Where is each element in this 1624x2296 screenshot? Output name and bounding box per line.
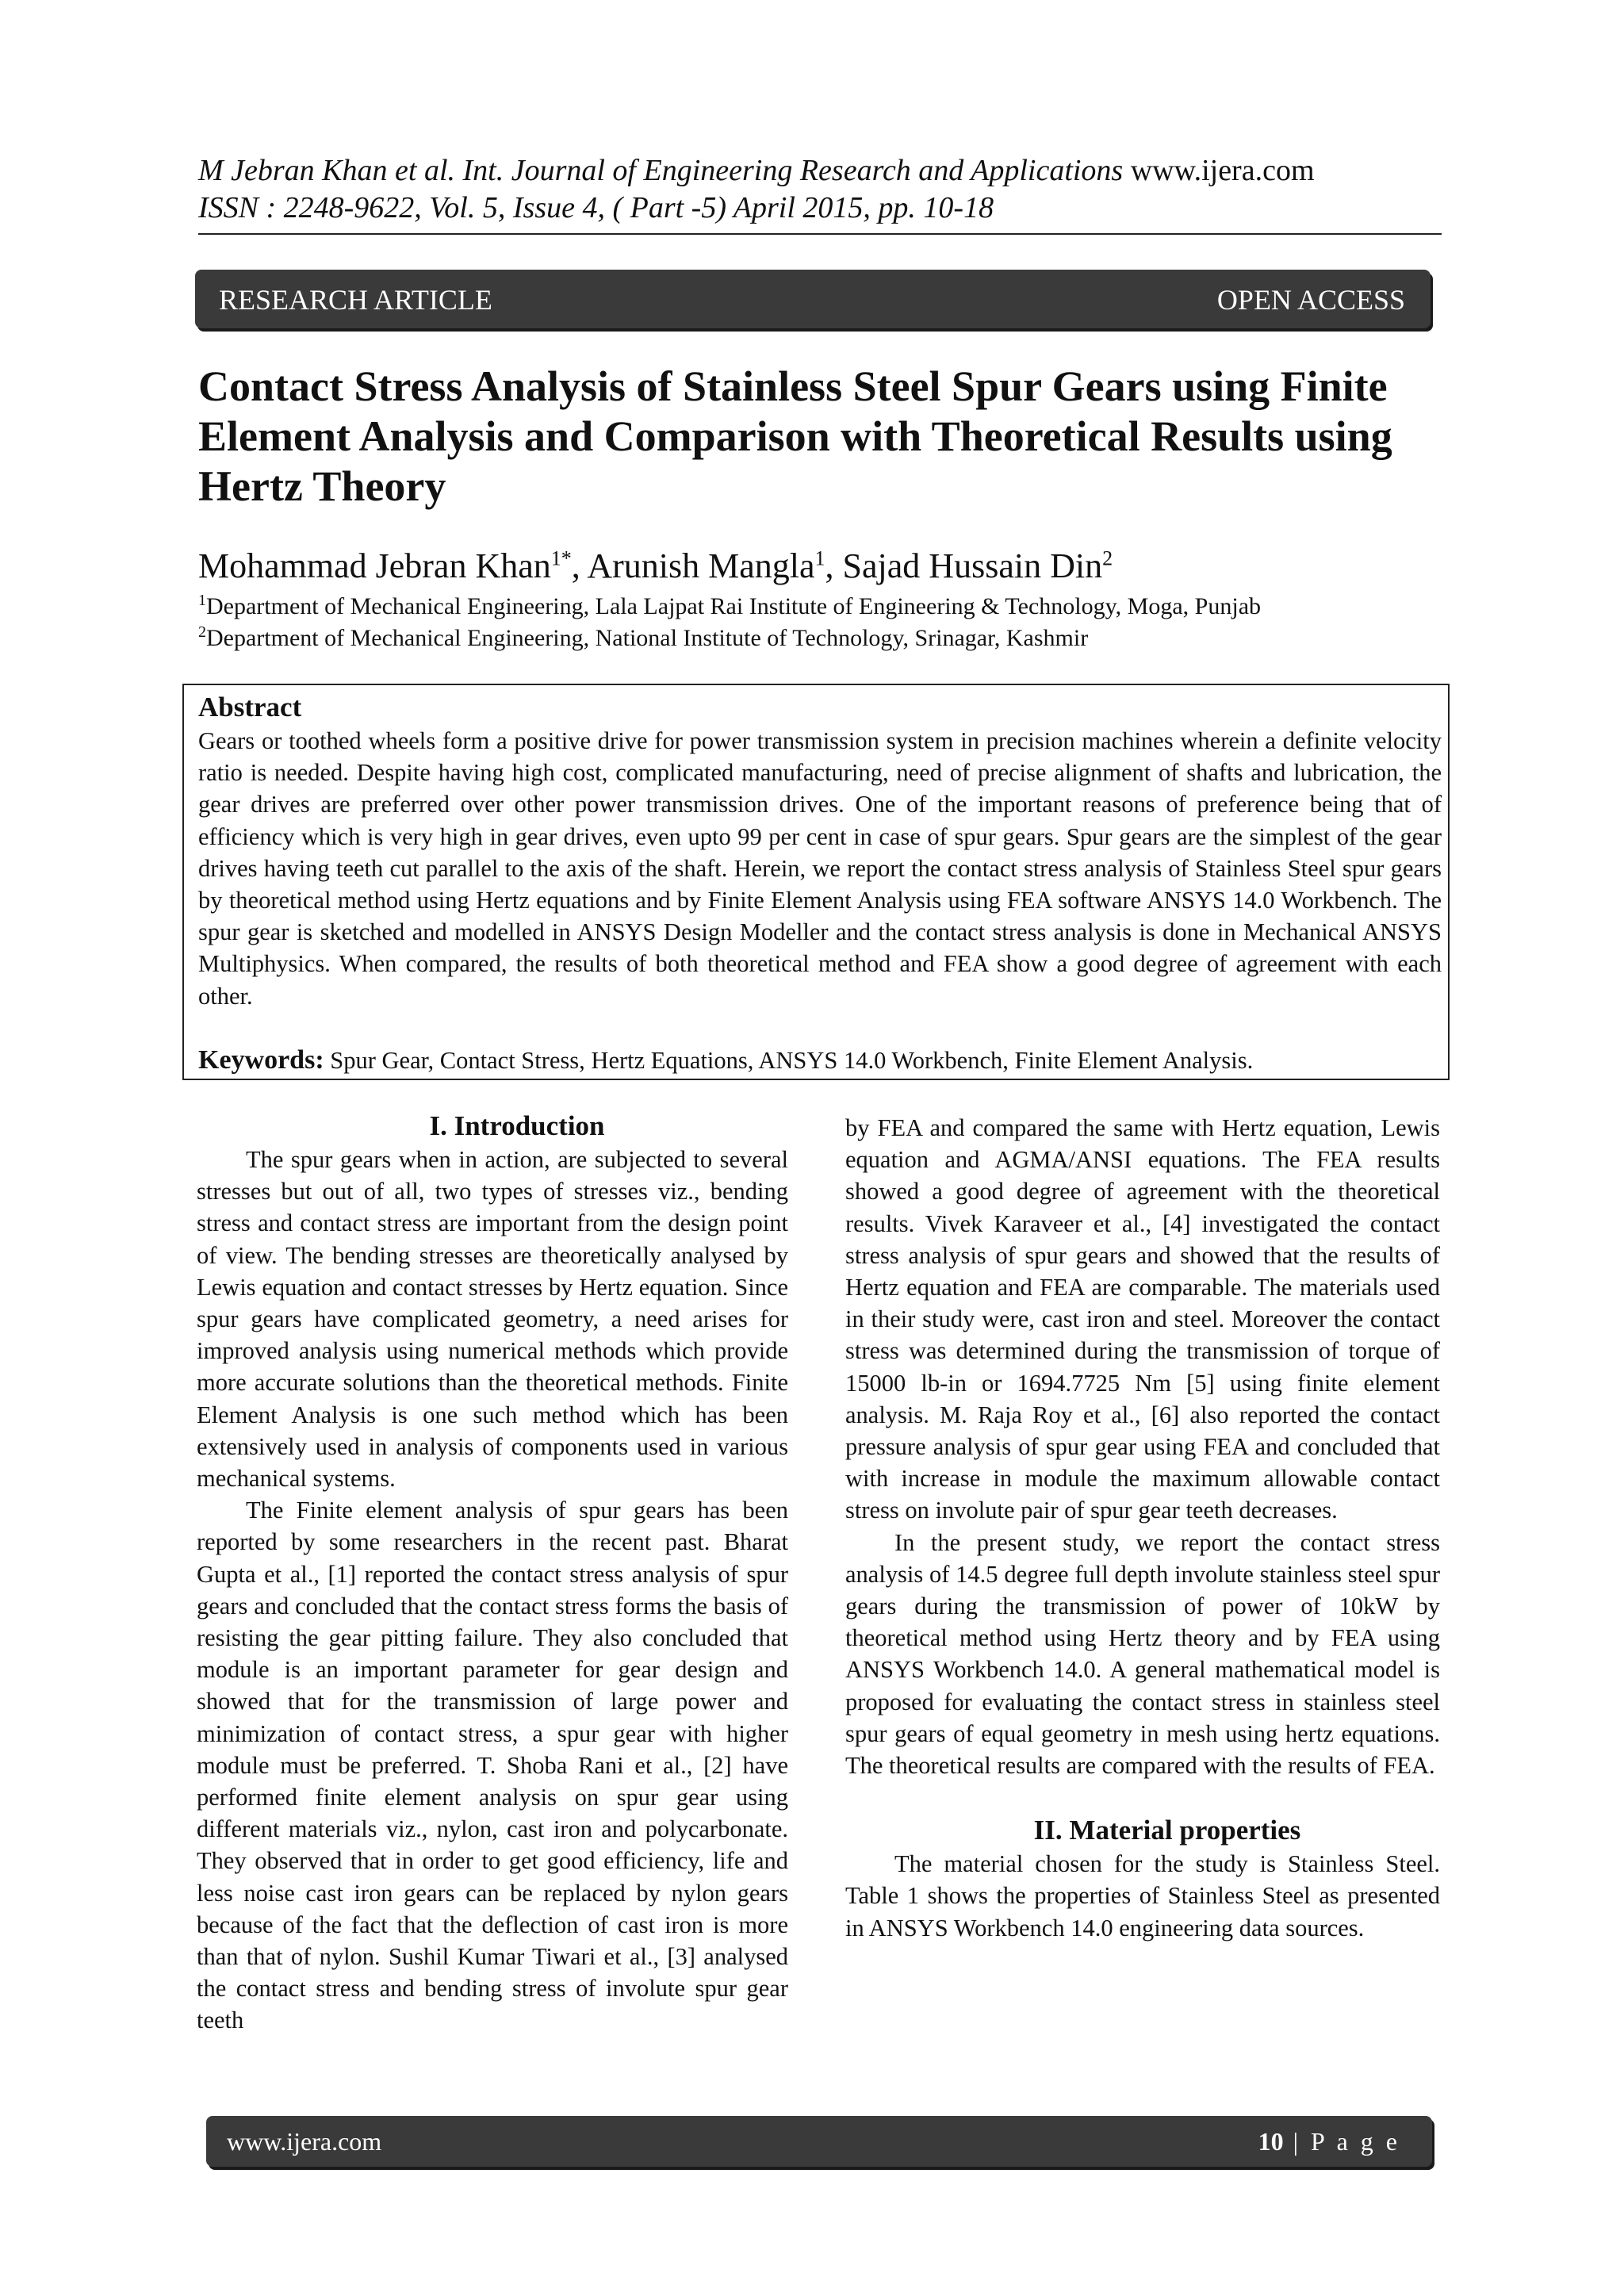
affiliation-2	[198, 623, 1451, 654]
keywords-line	[198, 1045, 1443, 1075]
author-1: Mohammad Jebran Khan	[198, 546, 551, 585]
journal-citation: M Jebran Khan et al. Int. Journal of Engineering Research and Applications	[198, 154, 1124, 187]
author-3: , Sajad Hussain Din	[825, 546, 1103, 585]
author-3-mark: 2	[1102, 546, 1113, 570]
section-2-paragraph-1: The material chosen for the study is Stainless Steel. Table 1 shows the properties of Stainless Steel as presented in ANSYS Workbench 14.0 engineering data sources.	[845, 1850, 1440, 1941]
keywords-label: Keywords:	[198, 1045, 324, 1075]
author-2-mark: 1	[814, 546, 825, 570]
journal-url[interactable]: www.ijera.com	[1130, 154, 1315, 187]
research-article-label: RESEARCH ARTICLE	[219, 284, 492, 316]
left-column	[197, 1109, 788, 2037]
abstract-paragraph: Gears or toothed wheels form a positive drive for power transmission system in precision machines wherein a definite velocity ratio is needed. Despite having high cost, complicated manufacturing, need of precise alignment of shafts and lubrication, the gear drives are preferred over other power transmission drives. One of the important reasons of preference being that of efficiency which is very high in gear drives, even upto 99 per cent in case of spur gears. Spur gears are the simplest of the gear drives having teeth cut parallel to the axis of the shaft. Herein, we report the contact stress analysis of Stainless Steel spur gears by theoretical method using Hertz equations and by Finite Element Analysis using FEA software ANSYS 14.0 Workbench. The spur gear is sketched and modelled in ANSYS Design Modeller and the contact stress analysis is done in Mechanical ANSYS Multiphysics. When compared, the results of both theoretical method and FEA show a good degree of agreement with each other.	[198, 727, 1442, 1010]
journal-line	[198, 152, 1435, 190]
issn-line: ISSN : 2248-9622, Vol. 5, Issue 4, ( Part -5) April 2015, pp. 10-18	[198, 191, 994, 224]
article-type-banner	[195, 270, 1431, 328]
section-1-paragraph-2-continued: by FEA and compared the same with Hertz equation, Lewis equation and AGMA/ANSI equations. The FEA results showed a good degree of agreement with the theoretical results. Vivek Karaveer et al., [4] investigated the contact stress analysis of spur gears and showed that the results of Hertz equation and FEA are comparable. The materials used in their study were, cast iron and steel. Moreover the contact stress was determined during the transmission of torque of 15000 lb-in or 1694.7725 Nm [5] using finite element analysis. M. Raja Roy et al., [6] also reported the contact pressure analysis of spur gear using FEA and concluded that with increase in module the maximum allowable contact stress on involute pair of spur gear teeth decreases.	[845, 1114, 1440, 1524]
header-rule	[198, 233, 1442, 235]
footer-url[interactable]: www.ijera.com	[227, 2127, 382, 2156]
page-number-value: 10	[1258, 2127, 1284, 2156]
affiliation-1-mark: 1	[198, 592, 206, 609]
abstract-text	[198, 725, 1442, 1012]
affiliation-2-mark: 2	[198, 623, 206, 641]
section-1-paragraph-2: The Finite element analysis of spur gears has been reported by some researchers in the recent past. Bharat Gupta et al., [1] reported the contact stress analysis of spur gears and concluded that the contact stress forms the basis of resisting the gear pitting failure. They also concluded that module is an important parameter for gear design and showed that for the transmission of large power and minimization of contact stress, a spur gear with higher module must be preferred. T. Shoba Rani et al., [2] have performed finite element analysis on spur gear using different materials viz., nylon, cast iron and polycarbonate. They observed that in order to get good efficiency, life and less noise cast iron gears can be replaced by nylon gears because of the fact that the deflection of cast iron is more than that of nylon. Sushil Kumar Tiwari et al., [3] analysed the contact stress and bending stress of involute spur gear teeth	[197, 1497, 788, 2034]
running-header	[198, 152, 1435, 227]
page-footer	[206, 2116, 1432, 2167]
abstract-heading: Abstract	[198, 692, 302, 723]
affiliation-2-text: Department of Mechanical Engineering, National Institute of Technology, Srinagar, Kashmir	[206, 625, 1089, 651]
page-label: | P a g e	[1283, 2127, 1400, 2156]
page-number	[1258, 2127, 1400, 2156]
open-access-label: OPEN ACCESS	[1216, 284, 1405, 316]
affiliation-1-text: Department of Mechanical Engineering, Lala Lajpat Rai Institute of Engineering & Technology, Moga, Punjab	[206, 593, 1262, 619]
author-2: , Arunish Mangla	[571, 546, 815, 585]
paper-title: Contact Stress Analysis of Stainless Steel Spur Gears using Finite Element Analysis and Comparison with Theoretical Results using Hertz Theory	[198, 362, 1392, 510]
author-1-mark: 1*	[550, 546, 572, 570]
section-2-heading: II. Material properties	[1033, 1815, 1301, 1846]
keywords-list: Spur Gear, Contact Stress, Hertz Equations, ANSYS 14.0 Workbench, Finite Element Analysis.	[324, 1047, 1254, 1074]
section-1-paragraph-1: The spur gears when in action, are subjected to several stresses but out of all, two types of stresses viz., bending stress and contact stress are important from the design point of view. The bending stresses are theoretically analysed by Lewis equation and contact stresses by Hertz equation. Since spur gears have complicated geometry, a need arises for improved analysis using numerical methods which provide more accurate solutions than the theoretical methods. Finite Element Analysis is one such method which has been extensively used in analysis of components used in various mechanical systems.	[197, 1146, 788, 1493]
affiliation-1	[198, 592, 1451, 622]
section-spacer	[845, 1781, 1440, 1813]
right-column	[845, 1112, 1440, 1944]
section-1-heading: I. Introduction	[429, 1110, 605, 1141]
author-list	[198, 544, 1443, 588]
section-1-paragraph-3: In the present study, we report the contact stress analysis of 14.5 degree full depth involute stainless steel spur gears during the transmission of power of 10kW by theoretical method using Hertz theory and by FEA using ANSYS Workbench 14.0. A general mathematical model is proposed for evaluating the contact stress in stainless steel spur gears of equal geometry in mesh using hertz equations. The theoretical results are compared with the results of FEA.	[845, 1528, 1440, 1780]
